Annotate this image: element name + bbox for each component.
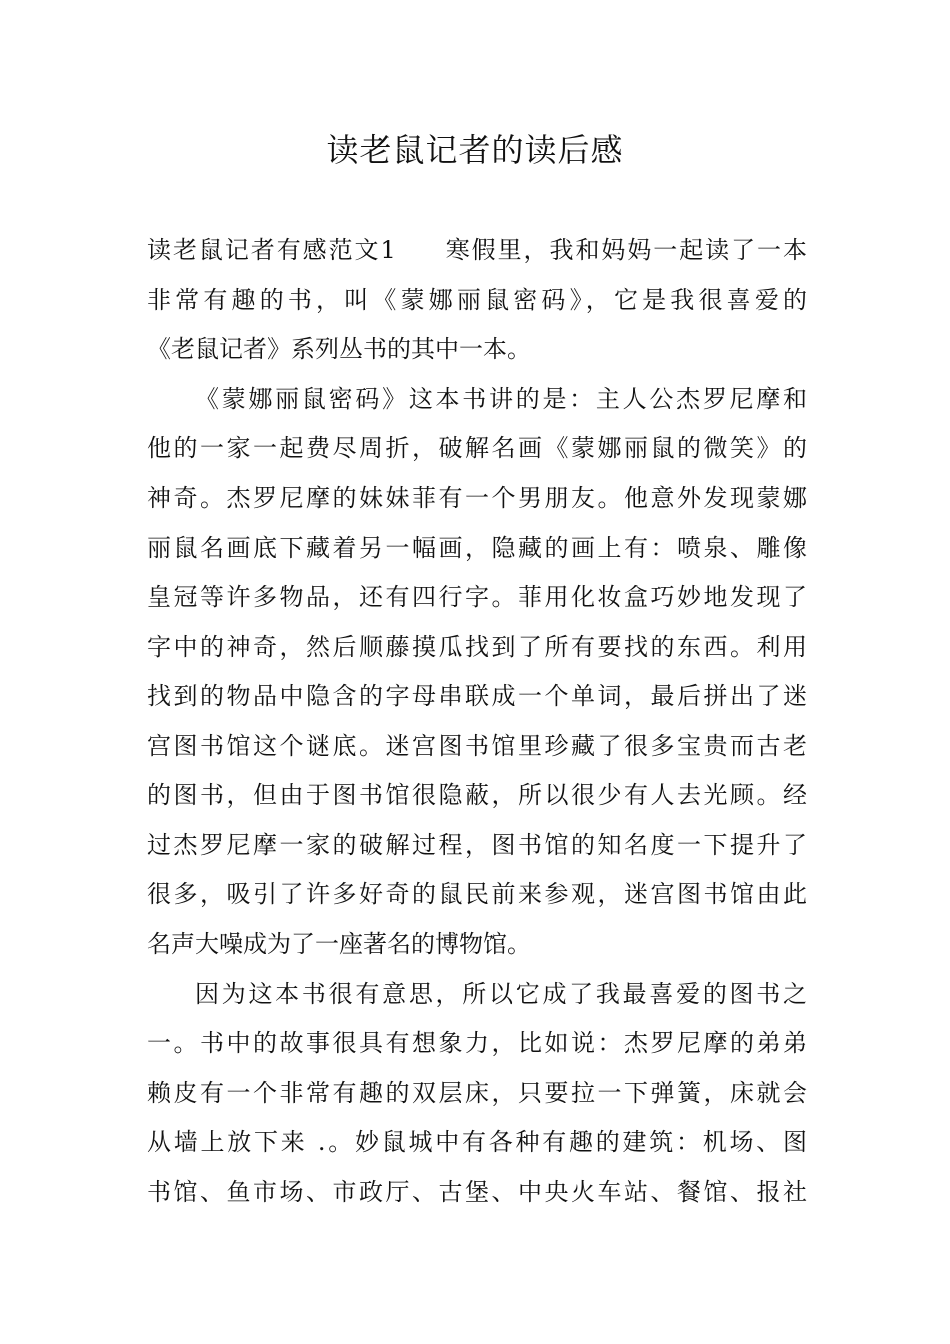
paragraph-line: 他的一家一起费尽周折，破解名画《蒙娜丽鼠的微笑》的	[147, 434, 807, 462]
paragraph-line: 很多，吸引了许多好奇的鼠民前来参观，迷宫图书馆由此	[147, 880, 807, 908]
paragraph-line: 从墙上放下来 .。妙鼠城中有各种有趣的建筑：机场、图	[147, 1128, 807, 1156]
section-heading: 读老鼠记者有感范文1	[147, 236, 396, 264]
paragraph-line: 神奇。杰罗尼摩的妹妹菲有一个男朋友。他意外发现蒙娜	[147, 484, 807, 512]
paragraph-line	[147, 232, 807, 268]
paragraph-line: 一。书中的故事很具有想象力，比如说：杰罗尼摩的弟弟	[147, 1029, 807, 1057]
paragraph-line: 因为这本书很有意思，所以它成了我最喜爱的图书之	[195, 980, 807, 1008]
paragraph-line: 书馆、鱼市场、市政厅、古堡、中央火车站、餐馆、报社	[147, 1178, 807, 1206]
paragraph-line: 丽鼠名画底下藏着另一幅画，隐藏的画上有：喷泉、雕像	[147, 534, 807, 562]
paragraph-line: 《老鼠记者》系列丛书的其中一本。	[147, 335, 531, 363]
paragraph-line: 非常有趣的书，叫《蒙娜丽鼠密码》，它是我很喜爱的	[147, 286, 807, 314]
document-title: 读老鼠记者的读后感	[326, 131, 624, 169]
paragraph-line: 宫图书馆这个谜底。迷宫图书馆里珍藏了很多宝贵而古老	[147, 732, 807, 760]
paragraph-line: 字中的神奇，然后顺藤摸瓜找到了所有要找的东西。利用	[147, 633, 807, 661]
paragraph-line: 皇冠等许多物品，还有四行字。菲用化妆盒巧妙地发现了	[147, 583, 807, 611]
paragraph-line: 名声大噪成为了一座著名的博物馆。	[147, 930, 531, 958]
paragraph-line: 的图书，但由于图书馆很隐蔽，所以很少有人去光顾。经	[147, 781, 807, 809]
paragraph-text: 寒假里，我和妈妈一起读了一本	[443, 236, 808, 264]
paragraph-line: 找到的物品中隐含的字母串联成一个单词，最后拼出了迷	[147, 682, 807, 710]
paragraph-line: 过杰罗尼摩一家的破解过程，图书馆的知名度一下提升了	[147, 831, 807, 859]
paragraph-line: 赖皮有一个非常有趣的双层床，只要拉一下弹簧，床就会	[147, 1079, 807, 1107]
paragraph-line: 《蒙娜丽鼠密码》这本书讲的是：主人公杰罗尼摩和	[195, 385, 807, 413]
